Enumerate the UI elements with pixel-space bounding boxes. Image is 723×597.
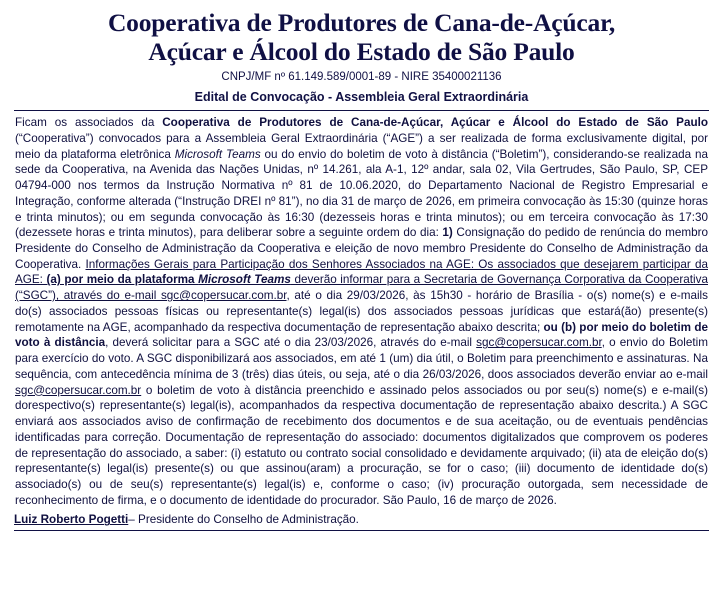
body-seg-11-sgc-email-sentence: deverão informar para a Secretaria de Governança Corporativa da Cooperativa (“SGC”), através do e-mail sgc@copersucar.com.br <box>15 273 708 303</box>
body-seg-7: Consignação do pedido de renúncia do membro Presidente do Conselho de Administração da Cooperativa e eleição de novo membro Presidente do Conselho de Administração da Cooperativa. <box>15 226 708 271</box>
notice-body <box>14 115 709 508</box>
body-seg-16: , o envio do Boletim para exercício do voto. A SGC disponibilizará aos associados, em até 1 (um) dia útil, o Boletim para preenchimento e assinaturas. Na sequência, com antecedência mínima de 3 (três) dias úteis, ou seja, até o dia 26/03/2026, doos associados deverão enviar ao e-mail <box>15 336 708 381</box>
page-title <box>14 8 709 66</box>
body-seg-9-option-a: (a) por meio da plataforma <box>46 273 199 287</box>
body-seg-10-platform: Microsoft Teams <box>198 273 291 287</box>
document-subtitle: Edital de Convocação - Assembleia Geral Extraordinária <box>194 90 529 105</box>
body-seg-2-coop-name: Cooperativa de Produtores de Cana-de-Açúcar, Açúcar e Álcool do Estado de São Paulo <box>162 116 708 130</box>
registration-numbers: CNPJ/MF nº 61.149.589/0001-89 - NIRE 35400021136 <box>221 71 502 84</box>
body-seg-14: , deverá solicitar para a SGC até o dia 23/03/2026, através do e-mail <box>105 336 477 350</box>
sgc-email-link-2[interactable]: sgc@copersucar.com.br <box>15 383 142 397</box>
body-seg-18: o boletim de voto à distância preenchido e assinado pelos associados ou por seu(s) nome(s) e e-mail(s) dorespectivo(s) representante(s) legal(is), acompanhados da respectiva documentação de representação abaixo descrita.) A SGC enviará aos associados aviso de confirmação de recebimento dos documentos e de sua aceitação, ou de eventuais pendências identificadas para correção. Documentação de representação do associado: documentos digitalizados que comprovem os poderes de representação do associado, a saber: (i) estatuto ou contrato social consolidado e devidamente arquivado; (ii) ata de eleição do(s) representante(s) legal(is) presente(s) ou que assinou(aram) a procuração, se for o caso; (iii) documento de identidade do(s) associado(s) ou de seu(s) representante(s) legal(is) e, conforme o caso; (iv) procuração outorgada, sem necessidade de reconhecimento de firma, e o documento de identidade do procurador. São Paulo, 16 de março de 2026. <box>15 383 708 507</box>
divider-bottom <box>14 530 709 531</box>
signature-line <box>14 513 709 526</box>
body-seg-8-general-info-heading: Informações Gerais para Participação dos Senhores Associados na AGE: Os associados que desejarem participar da AGE: <box>15 257 708 287</box>
body-seg-6-item-number: 1) <box>442 226 453 240</box>
body-seg-4-platform: Microsoft Teams <box>174 147 261 161</box>
page-title-line-1: Cooperativa de Produtores de Cana-de-Açúcar, <box>107 8 616 37</box>
body-seg-12: , até o dia 29/03/2026, às 15h30 - horário de Brasília - o(s) nome(s) e e-mails do(s) associados pessoas físicas ou representante(s) legal(is) dos associados pessoas jurídicas que estará(ão) presente(s) remotamente na AGE, acompanhado da respectiva documentação de representação abaixo descrita; <box>15 289 708 334</box>
page-title-line-2: Açúcar e Álcool do Estado de São Paulo <box>148 37 575 67</box>
body-seg-1: Ficam os associados da <box>15 116 163 130</box>
body-seg-5: ou do envio do boletim de voto à distância (“Boletim”), considerando-se realizada na sede da Cooperativa, na Avenida das Nações Unidas, nº 14.261, ala A-1, 12º andar, sala 02, Vila Gertrudes, São Paulo, SP, CEP 04794-000 nos termos da Instrução Normativa nº 81 de 10.06.2020, do Departamento Nacional de Registro Empresarial e Integração, conforme alterada (“Instrução DREI nº 81”), no dia 31 de março de 2026, em primeira convocação às 15:30 (quinze horas e trinta minutos); ou em segunda convocação às 16:30 (dezesseis horas e trinta minutos); ou em terceira convocação às 17:30 (dezessete horas e trinta minutos), para deliberar sobre a seguinte ordem do dia: <box>15 147 708 240</box>
body-seg-13-option-b: ou (b) por meio do boletim de voto à distância <box>15 320 708 350</box>
signature-name: Luiz Roberto Pogetti <box>14 513 129 527</box>
divider-top <box>14 110 709 111</box>
signature-role: – Presidente do Conselho de Administração. <box>128 513 359 527</box>
sgc-email-link-1[interactable]: sgc@copersucar.com.br <box>476 336 602 350</box>
body-seg-3: (“Cooperativa”) convocados para a Assembleia Geral Extraordinária (“AGE”) a ser realizada de forma exclusivamente digital, por meio da plataforma eletrônica <box>15 131 708 161</box>
